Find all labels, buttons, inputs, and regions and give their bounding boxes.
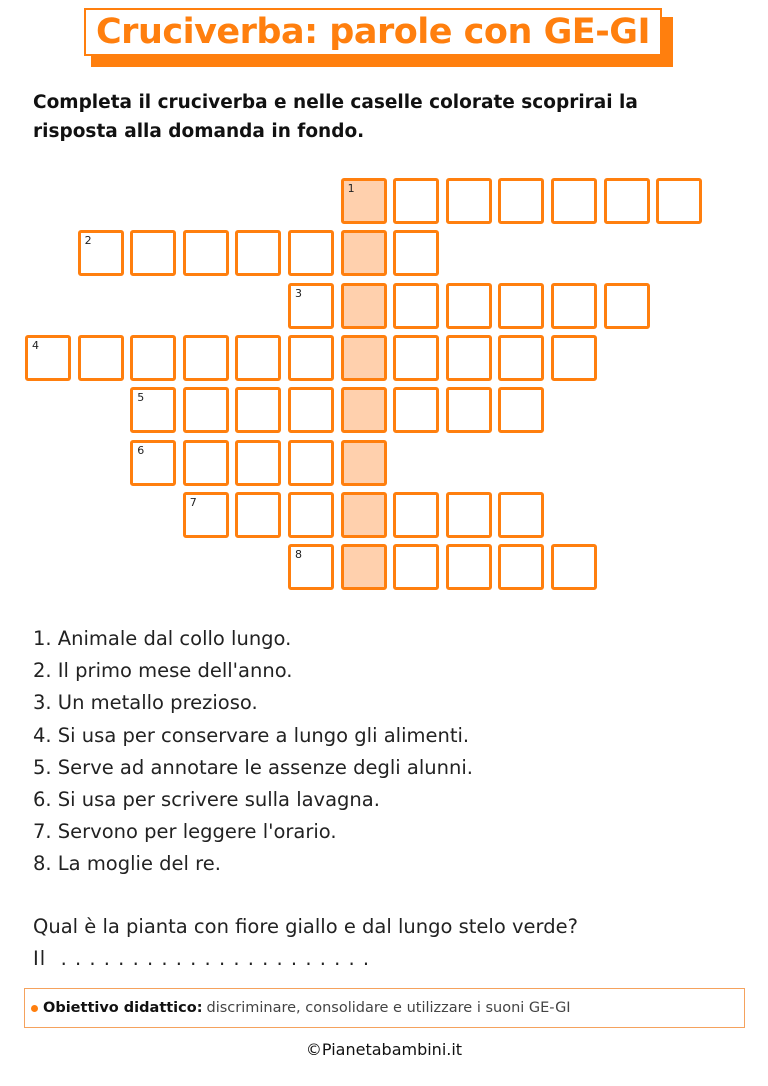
crossword-cell[interactable] bbox=[288, 387, 334, 433]
crossword-cell[interactable] bbox=[604, 178, 650, 224]
crossword-cell-highlighted[interactable] bbox=[341, 440, 387, 486]
crossword-cell[interactable] bbox=[498, 544, 544, 590]
clue-item: 2. Il primo mese dell'anno. bbox=[33, 659, 293, 683]
clue-item: 3. Un metallo prezioso. bbox=[33, 691, 258, 715]
instructions-line-2: risposta alla domanda in fondo. bbox=[33, 121, 365, 142]
answer-blank[interactable]: . . . . . . . . . . . . . . . . . . . . . . bbox=[60, 947, 371, 970]
crossword-cell-highlighted[interactable] bbox=[341, 178, 387, 224]
crossword-cell[interactable] bbox=[183, 492, 229, 538]
page-title: Cruciverba: parole con GE-GI bbox=[96, 12, 650, 52]
crossword-cell[interactable] bbox=[393, 387, 439, 433]
crossword-cell[interactable] bbox=[130, 335, 176, 381]
crossword-cell-highlighted[interactable] bbox=[341, 230, 387, 276]
crossword-cell[interactable] bbox=[235, 492, 281, 538]
answer-prefix: Il bbox=[33, 947, 47, 970]
crossword-cell[interactable] bbox=[130, 230, 176, 276]
crossword-cell[interactable] bbox=[288, 492, 334, 538]
clue-item: 1. Animale dal collo lungo. bbox=[33, 627, 292, 650]
clue-number: 1 bbox=[347, 182, 355, 195]
crossword-cell[interactable] bbox=[25, 335, 71, 381]
clue-item: 6. Si usa per scrivere sulla lavagna. bbox=[33, 788, 380, 812]
crossword-cell[interactable] bbox=[604, 283, 650, 329]
clue-list bbox=[33, 623, 473, 881]
crossword-cell[interactable] bbox=[130, 440, 176, 486]
objective-box bbox=[24, 988, 745, 1028]
crossword-cell[interactable] bbox=[498, 178, 544, 224]
crossword-cell[interactable] bbox=[446, 335, 492, 381]
clue-number: 5 bbox=[137, 391, 145, 405]
crossword-cell[interactable] bbox=[288, 544, 334, 590]
answer-line[interactable] bbox=[33, 944, 370, 974]
crossword-cell[interactable] bbox=[446, 492, 492, 538]
crossword-cell[interactable] bbox=[551, 178, 597, 224]
crossword-cell[interactable] bbox=[551, 335, 597, 381]
crossword-cell[interactable] bbox=[498, 335, 544, 381]
crossword-cell[interactable] bbox=[183, 440, 229, 486]
crossword-cell[interactable] bbox=[446, 283, 492, 329]
clue-item: 7. Servono per leggere l'orario. bbox=[33, 820, 337, 844]
crossword-cell[interactable] bbox=[235, 440, 281, 486]
crossword-cell[interactable] bbox=[235, 230, 281, 276]
crossword-cell[interactable] bbox=[393, 283, 439, 329]
clue-number: 3 bbox=[295, 286, 302, 300]
clue-number: 6 bbox=[137, 443, 145, 457]
crossword-cell-highlighted[interactable] bbox=[341, 283, 387, 329]
crossword-cell[interactable] bbox=[498, 492, 544, 538]
crossword-cell[interactable] bbox=[130, 387, 176, 433]
crossword-cell[interactable] bbox=[393, 178, 439, 224]
objective-text: discriminare, consolidare e utilizzare i suoni GE-GI bbox=[206, 1000, 571, 1016]
clue-item: 4. Si usa per conservare a lungo gli alimenti. bbox=[33, 723, 470, 747]
crossword-cell-highlighted[interactable] bbox=[341, 544, 387, 590]
crossword-cell[interactable] bbox=[393, 492, 439, 538]
crossword-cell[interactable] bbox=[235, 387, 281, 433]
crossword-cell[interactable] bbox=[393, 230, 439, 276]
crossword-cell[interactable] bbox=[446, 544, 492, 590]
crossword-cell[interactable] bbox=[235, 335, 281, 381]
bullet-icon bbox=[31, 1005, 38, 1012]
clue-item: 5. Serve ad annotare le assenze degli alunni. bbox=[33, 755, 473, 779]
objective-label: Obiettivo didattico: bbox=[43, 1000, 203, 1016]
crossword-cell[interactable] bbox=[498, 283, 544, 329]
crossword-cell[interactable] bbox=[446, 387, 492, 433]
crossword-cell[interactable] bbox=[288, 283, 334, 329]
crossword-cell-highlighted[interactable] bbox=[341, 335, 387, 381]
crossword-cell[interactable] bbox=[78, 230, 124, 276]
crossword-cell[interactable] bbox=[656, 178, 702, 224]
crossword-cell[interactable] bbox=[183, 335, 229, 381]
clue-number: 8 bbox=[295, 548, 302, 562]
crossword-cell[interactable] bbox=[288, 440, 334, 486]
crossword-cell-highlighted[interactable] bbox=[341, 387, 387, 433]
crossword-cell[interactable] bbox=[498, 387, 544, 433]
crossword-cell[interactable] bbox=[551, 544, 597, 590]
crossword-cell[interactable] bbox=[78, 335, 124, 381]
crossword-cell[interactable] bbox=[288, 230, 334, 276]
crossword-cell[interactable] bbox=[551, 283, 597, 329]
clue-item: 8. La moglie del re. bbox=[33, 852, 221, 876]
instructions-line-1: Completa il cruciverba e nelle caselle colorate scoprirai la bbox=[33, 92, 638, 113]
clue-number: 2 bbox=[84, 234, 92, 248]
crossword-cell[interactable] bbox=[393, 335, 439, 381]
crossword-cell[interactable] bbox=[288, 335, 334, 381]
clue-number: 4 bbox=[32, 338, 39, 352]
crossword-cell[interactable] bbox=[183, 230, 229, 276]
crossword-cell-highlighted[interactable] bbox=[341, 492, 387, 538]
final-question: Qual è la pianta con fiore giallo e dal lungo stelo verde? bbox=[33, 915, 578, 938]
copyright-footer: ©Pianetabambini.it bbox=[305, 1040, 463, 1059]
crossword-cell[interactable] bbox=[446, 178, 492, 224]
clue-number: 7 bbox=[189, 495, 197, 509]
crossword-cell[interactable] bbox=[183, 387, 229, 433]
crossword-cell[interactable] bbox=[393, 544, 439, 590]
